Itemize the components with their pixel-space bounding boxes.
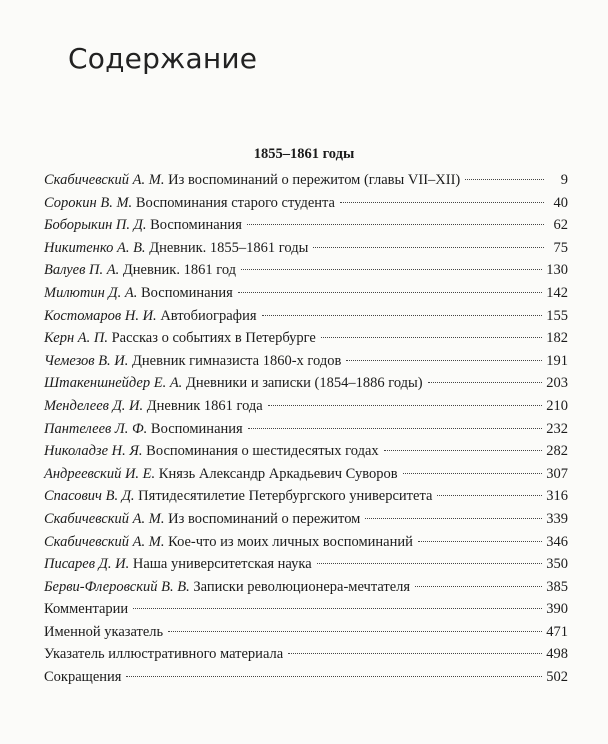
toc-entry-author: Валуев П. А. [44, 262, 120, 279]
toc-entry-page: 130 [546, 262, 568, 279]
toc-entry-text [44, 485, 432, 508]
toc-entry-text [44, 259, 236, 282]
toc-entry-text [44, 463, 398, 486]
toc-entry-page: 191 [546, 352, 568, 369]
toc-entry-text [44, 553, 312, 576]
toc-entry [44, 621, 568, 644]
toc-entry [44, 508, 568, 531]
toc-entry [44, 643, 568, 666]
toc-entry-text [44, 350, 341, 373]
toc-entry-page: 350 [546, 556, 568, 573]
toc-entry-text [44, 440, 379, 463]
dot-leader [313, 246, 544, 248]
dot-leader [428, 381, 543, 383]
dot-leader [268, 404, 543, 406]
dot-leader [248, 427, 543, 429]
toc-entry-author: Боборыкин П. Д. [44, 217, 147, 234]
toc-entry-title: Дневник. 1861 год [122, 262, 237, 279]
toc-entry-page: 62 [553, 217, 568, 234]
toc-entry-title: Воспоминания о шестидесятых годах [146, 443, 379, 460]
toc-entry-title: Из воспоминаний о пережитом [168, 510, 361, 527]
toc-entry-title: Воспоминания старого студента [135, 194, 335, 211]
dot-leader [133, 607, 542, 609]
toc-entry-page: 40 [553, 194, 568, 211]
toc-entry [44, 327, 568, 350]
dot-leader [126, 675, 542, 677]
toc-entry-author: Скабичевский А. М. [44, 172, 165, 188]
toc-entry-author: Керн А. П. [44, 330, 108, 347]
toc-entry [44, 440, 568, 463]
toc-entry-author: Сорокин В. М. [44, 194, 133, 211]
toc-entry [44, 395, 568, 418]
dot-leader [437, 494, 542, 496]
toc-entry-page: 498 [546, 646, 568, 663]
dot-leader [262, 314, 543, 316]
toc-entry [44, 237, 568, 260]
toc-entry-text [44, 237, 308, 260]
toc-entry [44, 350, 568, 373]
toc-entry [44, 372, 568, 395]
toc-entry-page: 471 [546, 623, 568, 640]
toc-entry [44, 259, 568, 282]
toc-entry-title: Дневник 1861 года [146, 397, 263, 414]
toc-entry-title: Указатель иллюстративного материала [44, 646, 284, 663]
toc-entry-title: Пятидесятилетие Петербургского университета [138, 488, 433, 505]
toc-entry [44, 531, 568, 554]
dot-leader [321, 336, 542, 338]
dot-leader [415, 585, 542, 587]
section-heading: 1855–1861 годы [253, 146, 355, 162]
toc-entry [44, 485, 568, 508]
toc-entry-author: Чемезов В. И. [44, 352, 129, 369]
toc-entry [44, 463, 568, 486]
toc-entry-text [44, 643, 283, 666]
toc-entry-text [44, 305, 257, 328]
toc-entry [44, 553, 568, 576]
toc-entry [44, 192, 568, 215]
toc-entry-page: 232 [546, 420, 568, 437]
toc-entry-title: Воспоминания [150, 420, 243, 437]
toc-entry [44, 666, 568, 689]
toc-entry-title: Кое-что из моих личных воспоминаний [168, 533, 413, 550]
toc-entry [44, 418, 568, 441]
toc-entry-title: Воспоминания [141, 284, 233, 301]
dot-leader [340, 201, 544, 203]
toc-entry-text [44, 576, 410, 599]
toc-entry-title: Дневник. 1855–1861 годы [149, 239, 309, 256]
toc-entry-page: 182 [546, 330, 568, 347]
toc-entry-title: Из воспоминаний о пережитом (главы VII–XII) [168, 172, 461, 188]
toc-entry [44, 598, 568, 621]
toc-entry-author: Спасович В. Д. [44, 488, 135, 505]
toc-entry-title: Князь Александр Аркадьевич Суворов [158, 465, 398, 482]
toc-entry-author: Скабичевский А. М. [44, 510, 165, 527]
toc-entry-author: Пантелеев Л. Ф. [44, 420, 148, 437]
toc-list [44, 169, 568, 689]
toc-entry-page: 155 [546, 307, 568, 324]
toc-entry-page: 142 [546, 284, 568, 301]
toc-entry-text [44, 666, 121, 689]
toc-entry-title: Комментарии [44, 601, 129, 618]
dot-leader [168, 630, 542, 632]
dot-leader [238, 291, 542, 293]
toc-entry-author: Менделеев Д. И. [44, 397, 144, 414]
toc-entry-text [44, 372, 423, 395]
toc-entry-page: 390 [546, 601, 568, 618]
toc-entry-text [44, 169, 460, 192]
toc-entry-page: 339 [546, 510, 568, 527]
toc-entry-author: Скабичевский А. М. [44, 533, 165, 550]
toc-entry-title: Сокращения [44, 669, 122, 686]
toc-entry-author: Писарев Д. И. [44, 556, 130, 573]
toc-entry-title: Наша университетская наука [132, 556, 312, 573]
toc-entry-page: 307 [546, 465, 568, 482]
toc-entry-text [44, 395, 263, 418]
toc-entry-author: Никитенко А. В. [44, 239, 146, 256]
toc-entry-page: 210 [546, 397, 568, 414]
dot-leader [403, 472, 543, 474]
toc-entry-title: Дневники и записки (1854–1886 годы) [185, 375, 423, 392]
toc-entry-text [44, 508, 360, 531]
dot-leader [384, 449, 543, 451]
dot-leader [241, 268, 542, 270]
toc-entry-author: Костомаров Н. И. [44, 307, 157, 324]
toc-entry-page: 75 [553, 239, 568, 256]
toc-entry-title: Автобиография [160, 307, 257, 324]
toc-entry-page: 282 [546, 443, 568, 460]
toc-entry-title: Именной указатель [44, 623, 164, 640]
dot-leader [365, 517, 542, 519]
toc-entry-page: 502 [546, 669, 568, 686]
dot-leader [465, 178, 544, 180]
toc-entry-title: Записки революционера-мечтателя [193, 578, 411, 595]
toc-entry-title: Воспоминания [150, 217, 242, 234]
toc-entry-text [44, 531, 413, 554]
toc-entry-author: Берви-Флеровский В. В. [44, 578, 190, 595]
toc-entry-text [44, 192, 335, 215]
toc-entry [44, 214, 568, 237]
toc-entry [44, 576, 568, 599]
toc-entry-page: 9 [560, 172, 568, 188]
toc-entry-title: Рассказ о событиях в Петербурге [111, 330, 316, 347]
toc-entry-page: 203 [546, 375, 568, 392]
toc-entry-title: Дневник гимназиста 1860-х годов [132, 352, 342, 369]
toc-entry-text [44, 418, 243, 441]
toc-entry-text [44, 621, 163, 644]
toc-entry-text [44, 598, 128, 621]
dot-leader [247, 223, 544, 225]
dot-leader [346, 359, 542, 361]
toc-entry-text [44, 282, 233, 305]
toc-entry-text [44, 214, 242, 237]
toc-entry [44, 305, 568, 328]
page-title: Содержание [68, 42, 258, 75]
dot-leader [288, 652, 542, 654]
toc-entry-author: Милютин Д. А. [44, 284, 138, 301]
toc-entry-page: 316 [546, 488, 568, 505]
toc-entry [44, 282, 568, 305]
dot-leader [317, 562, 543, 564]
toc-entry-page: 385 [546, 578, 568, 595]
dot-leader [418, 540, 542, 542]
toc-entry-page: 346 [546, 533, 568, 550]
toc-entry-text [44, 327, 316, 350]
toc-entry-author: Андреевский И. Е. [44, 465, 156, 482]
toc-entry-author: Николадзе Н. Я. [44, 443, 143, 460]
toc-entry [44, 169, 568, 192]
toc-entry-author: Штакеншнейдер Е. А. [44, 375, 183, 392]
